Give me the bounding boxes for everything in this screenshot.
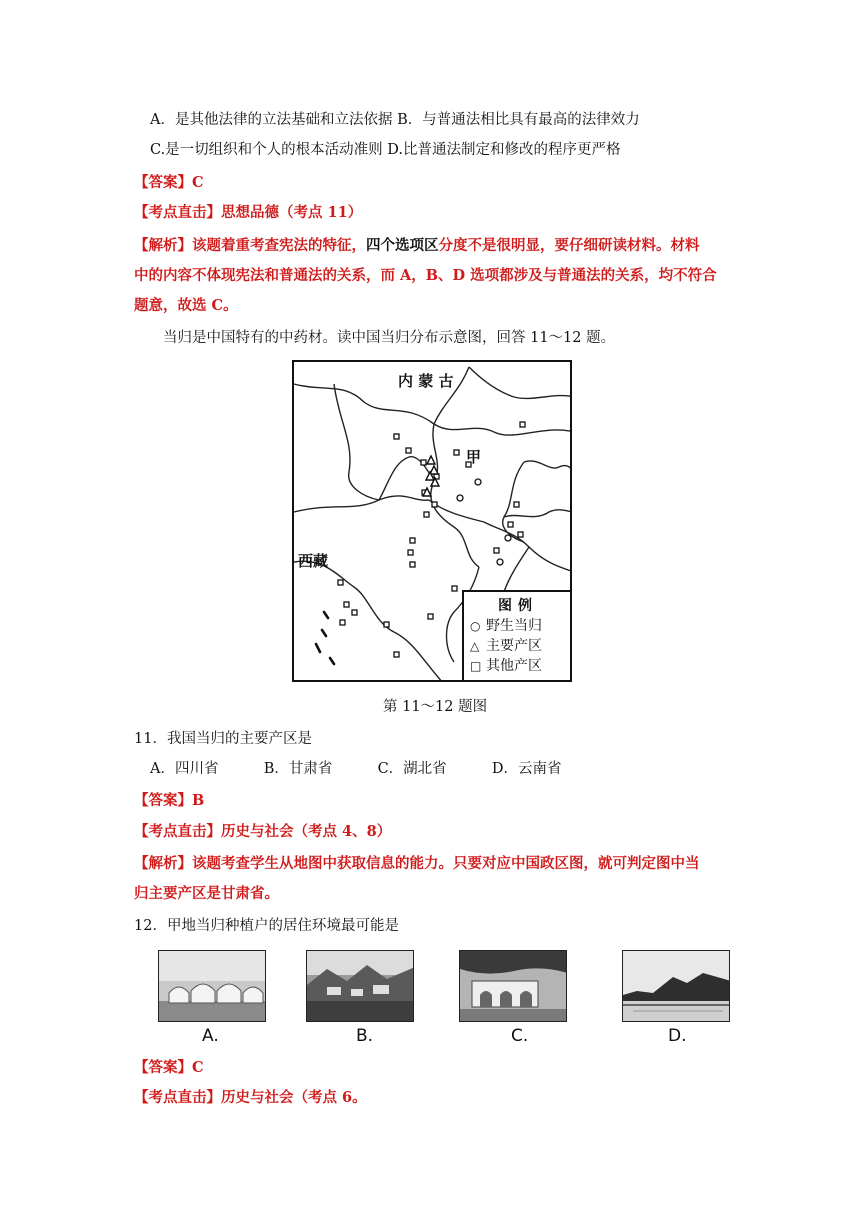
q12-answer: 【答案】C: [134, 1059, 204, 1076]
q11-options: [150, 759, 562, 779]
picture-label-a: A.: [202, 1026, 219, 1046]
q10-analysis-line3: 题意，故选 C。: [134, 297, 238, 314]
legend-item: □ 其他产区: [470, 658, 542, 674]
q12-point: 【考点直击】历史与社会（考点 6。: [134, 1089, 367, 1106]
picture-b-mountain-village: [306, 950, 414, 1022]
picture-a-yurts: [158, 950, 266, 1022]
q10-answer: [134, 173, 204, 193]
map-label-jia: 甲: [466, 448, 482, 466]
circle-icon: ○: [470, 619, 481, 633]
q11-option-c: C．湖北省: [377, 761, 447, 777]
answer-tag: 【答案】: [134, 174, 192, 191]
q11-option-d: D．云南省: [491, 761, 562, 777]
q11-stem: 11．我国当归的主要产区是: [134, 731, 312, 747]
picture-c-cave-dwelling: [459, 950, 567, 1022]
q11-analysis-line1: 【解析】该题考查学生从地图中获取信息的能力。只要对应中国政区图，就可判定图中当: [134, 855, 700, 872]
q11-option-b: B．甘肃省: [263, 761, 333, 777]
triangle-icon: △: [470, 639, 480, 653]
q11-answer: 【答案】B: [134, 792, 205, 809]
point-tag: 【考点直击】: [134, 204, 221, 221]
q10-analysis-line2: 中的内容不体现宪法和普通法的关系，而 A，B、D 选项都涉及与普通法的关系，均不符合: [134, 267, 717, 284]
point-value: 思想品德（考点 11）: [221, 204, 363, 221]
q11-point: 【考点直击】历史与社会（考点 4、8）: [134, 823, 392, 840]
map-label-neimenggu: 内 蒙 古: [398, 372, 454, 390]
q12-stem: 12．甲地当归种植户的居住环境最可能是: [134, 918, 399, 934]
square-icon: □: [470, 659, 482, 673]
q10-options-line1: A．是其他法律的立法基础和立法依据 B．与普通法相比具有最高的法律效力: [150, 112, 640, 128]
picture-label-c: C.: [511, 1026, 529, 1046]
q10-options-line2: C.是一切组织和个人的根本活动准则 D.比普通法制定和修改的程序更严格: [150, 142, 621, 158]
picture-label-b: B.: [356, 1026, 374, 1046]
map-label-xizang: 西藏: [298, 552, 329, 570]
q11-option-a: A．四川省: [150, 761, 219, 777]
picture-d-waterside-town: [622, 950, 730, 1022]
q10-point: [134, 203, 362, 223]
legend-item: △ 主要产区: [470, 638, 542, 654]
analysis-tag: 【解析】: [134, 237, 192, 254]
q11-analysis-line2: 归主要产区是甘肃省。: [134, 885, 279, 902]
q10-analysis-line1: 【解析】该题着重考查宪法的特征，四个选项区分度不是很明显，要仔细研读材料。材料: [134, 237, 700, 254]
intro-text: 当归是中国特有的中药材。读中国当归分布示意图，回答 11～12 题。: [163, 330, 616, 346]
map-caption: 第 11～12 题图: [383, 699, 488, 715]
legend-item: ○ 野生当归: [470, 618, 542, 634]
map-legend: [462, 590, 572, 680]
legend-title: 图例: [498, 598, 538, 614]
answer-value: C: [192, 174, 204, 191]
angelica-distribution-map: [292, 360, 572, 682]
picture-label-d: D.: [668, 1026, 687, 1046]
